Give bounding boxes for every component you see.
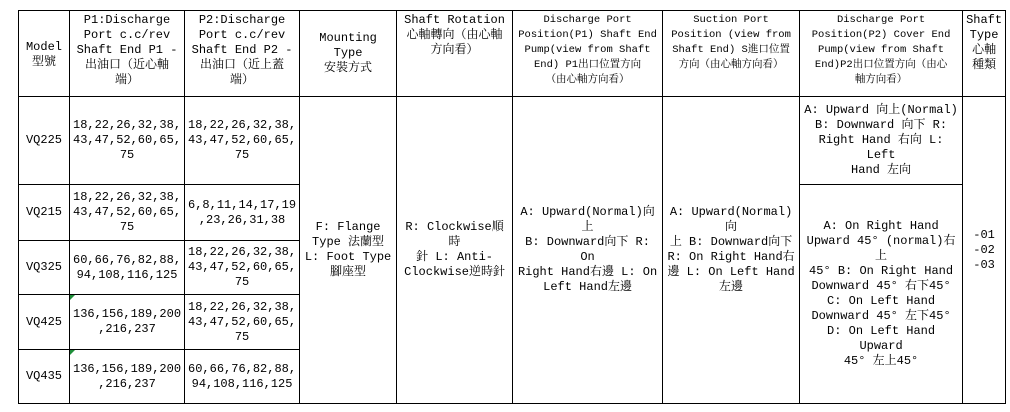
p2-values-cell: 18,22,26,32,38, 43,47,52,60,65, 75 xyxy=(185,97,300,185)
mounting-type-cell: F: Flange Type 法蘭型 L: Foot Type 腳座型 xyxy=(300,97,397,404)
p1-values-cell xyxy=(70,350,185,404)
shaft-rotation-cell: R: Clockwise順時 針 L: Anti- Clockwise逆時針 xyxy=(397,97,513,404)
p1-values-text: 136,156,189,200 ,216,237 xyxy=(73,307,182,336)
p2-values-cell: 6,8,11,14,17,19 ,23,26,31,38 xyxy=(185,185,300,241)
model-cell: VQ225 xyxy=(19,97,70,185)
cell-comment-marker xyxy=(70,350,75,355)
header-mounting-type: Mounting Type 安裝方式 xyxy=(300,11,397,97)
model-cell: VQ325 xyxy=(19,241,70,295)
discharge-p1-position-cell: A: Upward(Normal)向上 B: Downward向下 R: On Right Hand右邊 L: On Left Hand左邊 xyxy=(513,97,663,404)
header-p1-discharge: P1:Discharge Port c.c/rev Shaft End P1 - 出油口（近心軸 端） xyxy=(70,11,185,97)
header-discharge-p2-position: Discharge Port Position(P2) Cover End Pump(view from Shaft End)P2出口位置方向（由心 軸方向看） xyxy=(800,11,963,97)
p2-values-cell: 18,22,26,32,38, 43,47,52,60,65, 75 xyxy=(185,295,300,350)
shaft-type-cell: -01 -02 -03 xyxy=(963,97,1006,404)
header-row xyxy=(19,11,1006,97)
model-cell: VQ215 xyxy=(19,185,70,241)
header-shaft-type: Shaft Type 心軸 種類 xyxy=(963,11,1006,97)
p1-values-cell xyxy=(70,295,185,350)
cell-comment-marker xyxy=(70,295,75,300)
model-cell: VQ425 xyxy=(19,295,70,350)
p2-values-cell: 60,66,76,82,88, 94,108,116,125 xyxy=(185,350,300,404)
header-shaft-rotation: Shaft Rotation 心軸轉向（由心軸 方向看） xyxy=(397,11,513,97)
p2-values-cell: 18,22,26,32,38, 43,47,52,60,65, 75 xyxy=(185,241,300,295)
discharge-p2-position-top-cell: A: Upward 向上(Normal) B: Downward 向下 R: Right Hand 右向 L: Left Hand 左向 xyxy=(800,97,963,185)
product-spec-table xyxy=(18,10,1006,404)
table-row xyxy=(19,97,1006,185)
p1-values-cell: 60,66,76,82,88, 94,108,116,125 xyxy=(70,241,185,295)
header-discharge-p1-position: Discharge Port Position(P1) Shaft End Pump(view from Shaft End) P1出口位置方向 （由心軸方向看） xyxy=(513,11,663,97)
header-model: Model 型號 xyxy=(19,11,70,97)
p1-values-text: 136,156,189,200 ,216,237 xyxy=(73,361,182,391)
suction-position-cell: A: Upward(Normal)向 上 B: Downward向下 R: On Right Hand右 邊 L: On Left Hand 左邊 xyxy=(663,97,800,404)
discharge-p2-position-bottom-cell: A: On Right Hand Upward 45° (normal)右上 45° B: On Right Hand Downward 45° 右下45° C: On Left Hand Downward 45° 左下45° D: On Left Hand Upward 45° 左上45° xyxy=(800,185,963,404)
p1-values-cell: 18,22,26,32,38, 43,47,52,60,65, 75 xyxy=(70,185,185,241)
header-p2-discharge: P2:Discharge Port c.c/rev Shaft End P2 - 出油口（近上蓋 端） xyxy=(185,11,300,97)
model-cell: VQ435 xyxy=(19,350,70,404)
header-suction-position: Suction Port Position (view from Shaft End) S進口位置 方向（由心軸方向看） xyxy=(663,11,800,97)
p1-values-cell: 18,22,26,32,38, 43,47,52,60,65, 75 xyxy=(70,97,185,185)
